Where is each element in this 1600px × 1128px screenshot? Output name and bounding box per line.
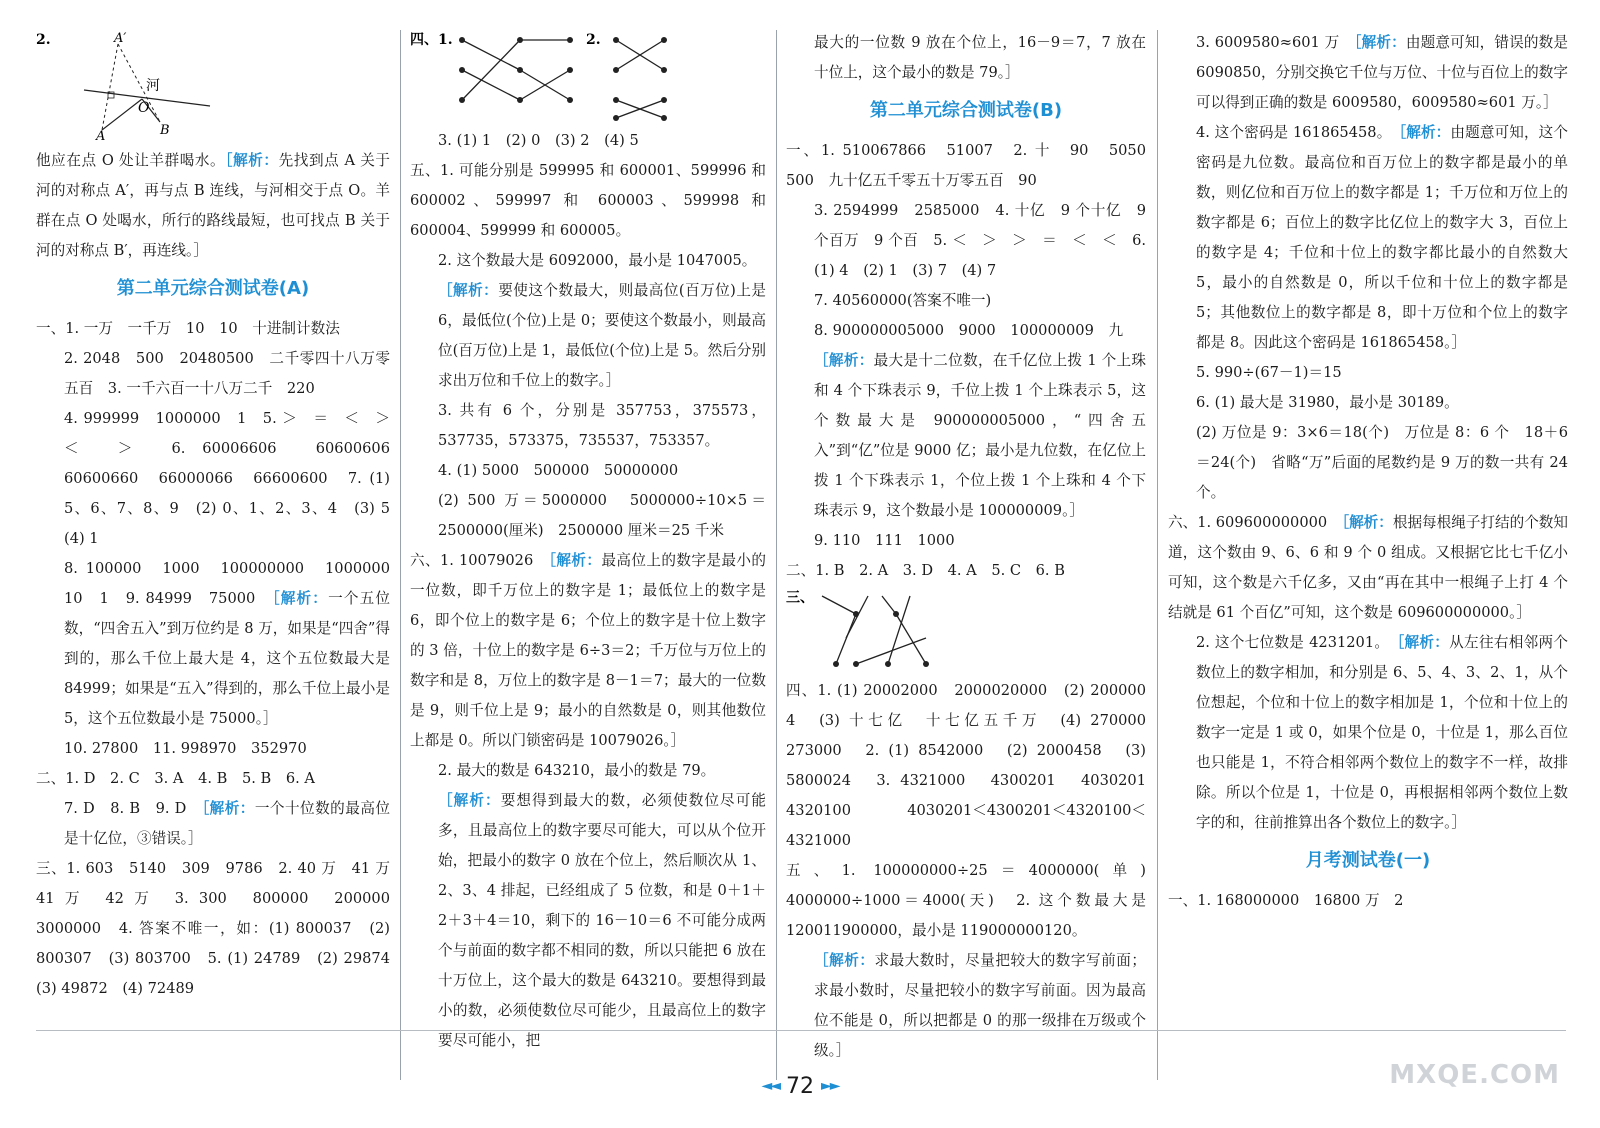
- answer-line: 六、1. 10079026 ［解析：最高位上的数字是最小的一位数，即千万位上的数字是 1；最低位上的数字是 6，即个位上的数字是 6；个位上的数字是十位上数字的 3 倍，十位上的数字是 6÷3＝2；千万位与万位上的数字和是 8，万位上的数字是 8－1＝7；最大的一位数是 9，则千位上是 9；最小的自然数是 0，则其他数位上都是 0。所以门锁密码是 10079026。］: [410, 552, 767, 749]
- next-arrow-icon: ►►: [821, 1078, 839, 1094]
- answer-line: 6. (1) 最大是 31980，最小是 30189。: [1196, 394, 1459, 411]
- answer-line: 9. 110 111 1000: [814, 532, 955, 549]
- answer-line: 7. D 8. B 9. D ［解析：一个十位数的最高位是十亿位，③错误。］: [64, 800, 390, 847]
- section-title-test-b: 第二单元综合测试卷(B): [869, 100, 1063, 121]
- answer-line: 2. 这个七位数是 4231201。 ［解析：从左往右相邻两个数位上的数字相加，和分别是 6、5、4、3、2、1，从个位想起，个位和十位上的数字相加是 1，个位和十位上的数字一定是 1 或 0，如果个位是 0，十位是 1，那么百位也只能是 1，不符合相邻两个数位上的数字不一样，故排除。所以个位是 1，十位是 0，再根据相邻两个数位上数字的和，往前推算出各个数位上的数字。］: [1196, 634, 1568, 831]
- matching-lines-diagram-b: [786, 588, 986, 672]
- answer-line: 三、1. 603 5140 309 9786 2. 40 万 41 万 41 万 42 万 3. 300 800000 200000 3000000 4. 答案不唯一，如：(1) 800037 (2) 800307 (3) 803700 5. (1) 24789 (2) 29874 (3) 49872 (4) 72489: [36, 860, 405, 997]
- answer-line: 3. (1) 1 (2) 0 (3) 2 (4) 5: [438, 132, 639, 149]
- answer-line: 最大的一位数 9 放在个位上，16－9＝7，7 放在十位上，这个最小的数是 79。］: [814, 34, 1146, 81]
- answer-line: 一、1. 一万 一千万 10 10 十进制计数法: [36, 320, 340, 337]
- answer-line: 4. 这个密码是 161865458。 ［解析：由题意可知，这个密码是九位数。最高位和百万位上的数字都是最小的单数，则亿位和百万位上的数字都是 1；千万位和万位上的数字都是 6；百位上的数字比亿位上的数字大 3，百位上的数字是 4；千位和十位上的数字都比最小的自然数大 5，最小的自然数是 0，所以千位和十位上的数字都是 5；其他数位上的数字都是 8，即十万位和个位上的数字都是 8。因此这个密码是 161865458。］: [1196, 124, 1568, 351]
- matching-lines-diagram: [410, 30, 710, 122]
- answer-line: 5. 990÷(67－1)＝15: [1196, 364, 1342, 381]
- column-3: [786, 28, 1161, 1088]
- point-b-label: B: [160, 123, 170, 138]
- answer-line: 五、1. 可能分别是 599995 和 600001、599996 和 600002、599997 和 600003、599998 和 600004、599999 和 600005。: [410, 162, 766, 239]
- answer-line: 四、1. (1) 20002000 2000020000 (2) 200000 4 (3) 十七亿 十七亿五千万 (4) 270000 273000 2. (1) 8542000 (2) 2000458 (3) 5800024 3. 4321000 4300201 4030201 4320100 4030201＜4300201＜4320100＜4321000: [786, 682, 1161, 849]
- column-4: [1168, 28, 1568, 1088]
- column-divider: [1157, 30, 1158, 1080]
- answer-line: ［解析：求最大数时，尽量把较大的数字写前面；求最小数时，尽量把较小的数字写前面。因为最高位不能是 0，所以把都是 0 的那一级排在万级或个级。］: [814, 952, 1146, 1059]
- page-number-text: 72: [786, 1074, 814, 1099]
- diagram-2-label: 2.: [586, 32, 601, 48]
- answer-line: 4. 999999 1000000 1 5. ＞ ＝ ＜ ＞ ＜ ＞ 6. 60006606 60600606 60600660 66000066 66600600 7. (1) 5、6、7、8、9 (2) 0、1、2、3、4 (3) 5 (4) 1: [64, 410, 405, 547]
- point-a-prime-label: A′: [114, 31, 127, 46]
- answer-line: 二、1. B 2. A 3. D 4. A 5. C 6. B: [786, 562, 1065, 579]
- answer-line: 二、1. D 2. C 3. A 4. B 5. B 6. A: [36, 770, 315, 787]
- answer-paragraph: 他应在点 O 处让羊群喝水。［解析：先找到点 A 关于河的对称点 A′，再与点 B 连线，与河相交于点 O。羊群在点 O 处喝水，所行的路线最短，也可找点 B 关于河的对称点 B′，再连线。］: [36, 152, 391, 259]
- page-number: [0, 1074, 1600, 1099]
- column-2: [410, 28, 766, 1088]
- answer-line: 一、1. 510067866 51007 2. 十 90 5050 500 九十亿五千零五十万零五百 90: [786, 142, 1161, 189]
- answer-line: 8. 100000 1000 100000000 1000000 10 1 9. 84999 75000 ［解析：一个五位数，“四舍五入”到万位约是 8 万，如果是“四舍”得到的，那么千位上最大是 4，这个五位数最大是 84999；如果是“五入”得到的，那么千位上最小是 5，这个五位数最小是 75000。］: [64, 560, 405, 727]
- section-4-label: 四、1.: [410, 32, 453, 48]
- answer-line: ［解析：要使这个数最大，则最高位(百万位)上是 6，最低位(个位)上是 0；要使这个数最小，则最高位(百万位)上是 1，最低位(个位)上是 5。然后分别求出万位和千位上的数字。］: [438, 282, 766, 389]
- section-title-test-a: 第二单元综合测试卷(A): [116, 278, 310, 299]
- answer-line: 六、1. 609600000000 ［解析：根据每根绳子打结的个数知道，这个数由 9、6、6 和 9 个 0 组成。又根据它比七千亿小可知，这个数是六千亿多，又由“再在其中一根绳子上打 4 个结就是 61 个百亿”可知，这个数是 609600000000。］: [1168, 514, 1568, 621]
- point-a-label: A: [96, 129, 106, 144]
- answer-line: ［解析：要想得到最大的数，必须使数位尽可能多，且最高位上的数字要尽可能大，可以从个位开始，把最小的数字 0 放在个位上，然后顺次从 1、2、3、4 排起，已经组成了 5 位数，和是 0＋1＋2＋3＋4＝10，剩下的 16－10＝6 不可能分成两个与前面的数字都不相同的数，所以只能把 6 放在十万位上，这个最大的数是 643210。要想得到最小的数，必须使数位尽可能少，且最高位上的数字要尽可能小，把: [438, 792, 766, 1049]
- answer-line: 一、1. 168000000 16800 万 2: [1168, 892, 1404, 909]
- answer-line: 3. 2594999 2585000 4. 十亿 9 个十亿 9 个百万 9 个百 5. ＜ ＞ ＞ ＝ ＜ ＜ 6. (1) 4 (2) 1 (3) 7 (4) 7: [814, 202, 1146, 279]
- river-label: 河: [146, 78, 160, 94]
- prev-arrow-icon: ◄◄: [761, 1078, 779, 1094]
- answer-line: 10. 27800 11. 998970 352970: [64, 740, 307, 757]
- answer-line: 4. (1) 5000 500000 50000000: [438, 462, 679, 479]
- answer-line: 五、1. 100000000÷25＝4000000(单) 4000000÷1000＝4000(天) 2. 这个数最大是 120011900000，最小是 119000000120。: [786, 862, 1161, 939]
- river-reflection-diagram: [36, 30, 236, 142]
- column-1: [36, 28, 405, 1088]
- answer-line: 2. 这个数最大是 6092000，最小是 1047005。: [438, 252, 757, 269]
- answer-line: 2. 2048 500 20480500 二千零四十八万零五百 3. 一千六百一十八万二千 220: [64, 350, 390, 397]
- column-divider: [400, 30, 401, 1080]
- answer-line: (2) 500 万＝5000000 5000000÷10×5＝2500000(厘米) 2500000 厘米＝25 千米: [438, 492, 766, 539]
- point-o-label: O: [138, 100, 150, 116]
- section-3-label: 三、: [786, 590, 814, 606]
- footer-rule: [36, 1030, 1566, 1031]
- answer-line: ［解析：最大是十二位数，在千亿位上拨 1 个上珠和 4 个下珠表示 9，千位上拨 1 个上珠表示 5，这个数最大是 900000005000，“四舍五入”到“亿”位是 9000 亿；最小是九位数，在亿位上拨 1 个下珠表示 1，个位上拨 1 个上珠和 4 个下珠表示 9，这个数最小是 100000009。］: [814, 352, 1146, 519]
- diagram-number: 2.: [36, 32, 51, 48]
- answer-line: (2) 万位是 9：3×6＝18(个) 万位是 8：6 个 18＋6＝24(个) 省略“万”后面的尾数约是 9 万的数一共有 24 个。: [1196, 424, 1568, 501]
- column-divider: [776, 30, 777, 1080]
- answer-line: 2. 最大的数是 643210，最小的数是 79。: [438, 762, 716, 779]
- answer-line: 3. 6009580≈601 万 ［解析：由题意可知，错误的数是 6090850，分别交换它千位与万位、十位与百位上的数字可以得到正确的数是 6009580，6009580≈601 万。］: [1196, 34, 1568, 111]
- answer-line: 7. 40560000(答案不唯一): [814, 292, 992, 309]
- answer-line: 3. 共有 6 个，分别是 357753，375573，537735，573375，735537，753357。: [438, 402, 766, 449]
- section-title-monthly-test: 月考测试卷(一): [1305, 850, 1431, 871]
- answer-line: 8. 900000005000 9000 100000009 九: [814, 322, 1124, 339]
- watermark: MXQE.COM: [1389, 1060, 1560, 1090]
